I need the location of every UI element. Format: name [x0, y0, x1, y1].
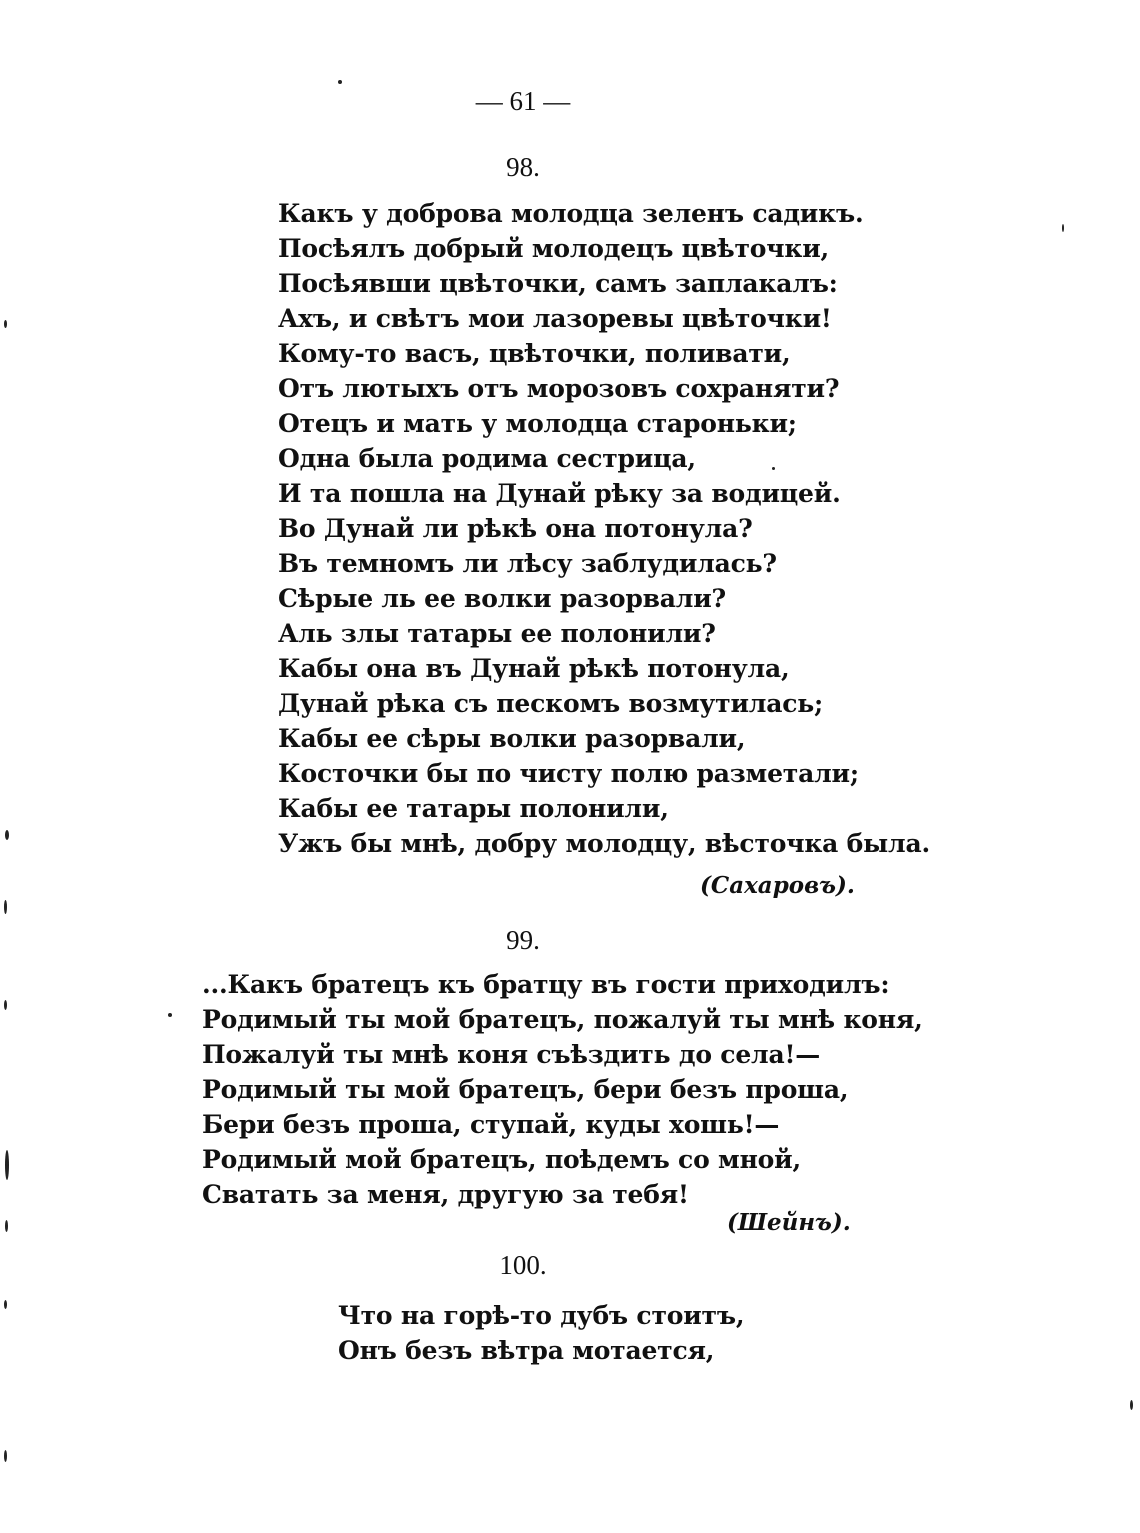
poem-line: Кому-то васъ, цвѣточки, поливати, — [278, 339, 791, 368]
poem-line: Родимый ты мой братецъ, пожалуй ты мнѣ коня, — [202, 1005, 923, 1034]
poem-number-99: 99. — [506, 925, 540, 955]
poem-line: Кабы ее татары полонили, — [278, 794, 669, 823]
scan-speck — [1062, 224, 1064, 232]
scan-speck — [168, 1013, 172, 1017]
poem-99-text — [202, 967, 923, 1212]
poem-line: Что на горѣ-то дубъ стоитъ, — [338, 1301, 745, 1330]
scan-speck — [4, 1000, 7, 1010]
poem-line: Аль злы татары ее полонили? — [278, 619, 716, 648]
scan-speck — [338, 80, 342, 84]
poem-line: Бери безъ проша, ступай, куды хошь!— — [202, 1110, 780, 1139]
poem-98-source: (Сахаровъ). — [700, 872, 855, 899]
poem-line: Родимый мой братецъ, поѣдемъ со мной, — [202, 1145, 801, 1174]
poem-99-source: (Шейнъ). — [727, 1209, 851, 1236]
poem-line: Кабы она въ Дунай рѣкѣ потонула, — [278, 654, 790, 683]
poem-line: Посѣявши цвѣточки, самъ заплакалъ: — [278, 269, 838, 298]
poem-line: Какъ у доброва молодца зеленъ садикъ. — [278, 199, 864, 228]
poem-line: Ахъ, и свѣтъ мои лазоревы цвѣточки! — [278, 304, 832, 333]
scan-speck — [5, 1150, 9, 1180]
poem-line: Косточки бы по чисту полю разметали; — [278, 759, 859, 788]
poem-line: Родимый ты мой братецъ, бери безъ проша, — [202, 1075, 849, 1104]
poem-line: Ужъ бы мнѣ, добру молодцу, вѣсточка была. — [278, 829, 930, 858]
poem-line: Въ темномъ ли лѣсу заблудилась? — [278, 549, 777, 578]
scan-speck — [4, 1300, 7, 1309]
poem-number-98: 98. — [506, 152, 540, 182]
page-number: — 61 — — [475, 86, 571, 116]
page-edge-marks — [0, 0, 14, 1533]
scan-speck — [4, 320, 7, 328]
poem-line: Онъ безъ вѣтра мотается, — [338, 1336, 715, 1365]
poem-line: Сватать за меня, другую за тебя! — [202, 1180, 689, 1209]
poem-line: И та пошла на Дунай рѣку за водицей. — [278, 479, 841, 508]
scan-speck — [5, 830, 9, 840]
poem-98-text — [278, 196, 930, 861]
poem-line: Посѣялъ добрый молодецъ цвѣточки, — [278, 234, 830, 263]
poem-number-100: 100. — [499, 1250, 547, 1280]
poem-line: Отъ лютыхъ отъ морозовъ сохраняти? — [278, 374, 840, 403]
poem-line: ...Какъ братецъ къ братцу въ гости приходилъ: — [202, 970, 890, 999]
poem-line: Пожалуй ты мнѣ коня съѣздить до села!— — [202, 1040, 821, 1069]
poem-line: Одна была родима сестрица, — [278, 444, 696, 473]
scan-speck — [4, 900, 7, 914]
poem-line: Дунай рѣка съ пескомъ возмутилась; — [278, 689, 824, 718]
poem-100-text — [338, 1298, 744, 1368]
poem-line: Сѣрые ль ее волки разорвали? — [278, 584, 726, 613]
scan-speck — [5, 1220, 8, 1232]
poem-line: Отецъ и мать у молодца староньки; — [278, 409, 797, 438]
scan-speck — [4, 1450, 7, 1462]
scan-speck — [1130, 1400, 1133, 1410]
poem-line: Во Дунай ли рѣкѣ она потонула? — [278, 514, 753, 543]
poem-line: Кабы ее сѣры волки разорвали, — [278, 724, 746, 753]
